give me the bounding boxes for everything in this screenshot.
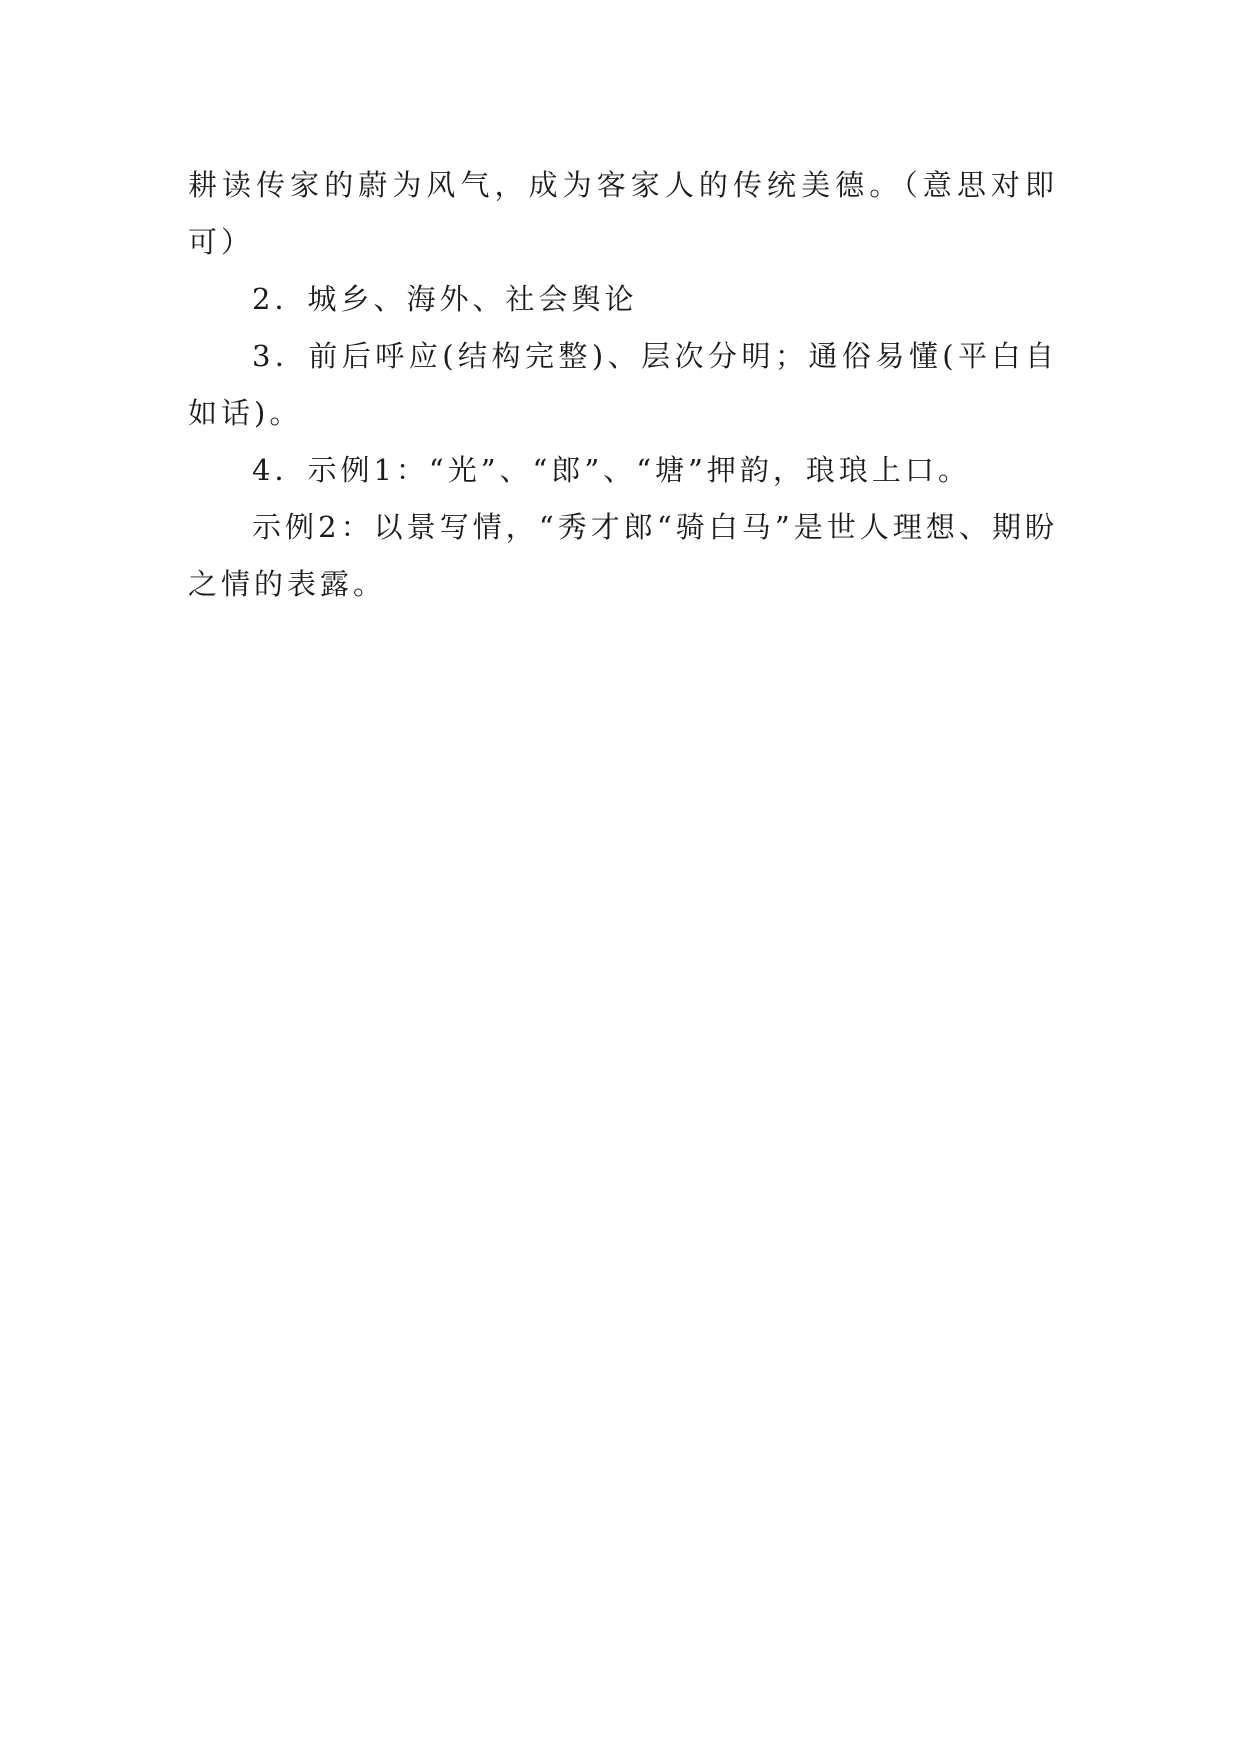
answer-paragraph-4-example-2: 示例2：以景写情，“秀才郎“骑白马”是世人理想、期盼之情的表露。	[188, 510, 1058, 601]
answer-paragraph-4-example-1: 4．示例1：“光”、“郎”、“塘”押韵，琅琅上口。	[252, 453, 971, 487]
answer-paragraph-2: 2．城乡、海外、社会舆论	[252, 282, 638, 316]
document-body	[188, 157, 1058, 613]
answer-paragraph-1-continuation: 耕读传家的蔚为风气，成为客家人的传统美德。（意思对即可）	[188, 168, 1058, 259]
answer-paragraph-3: 3．前后呼应(结构完整)、层次分明；通俗易懂(平白自如话)。	[188, 339, 1058, 430]
